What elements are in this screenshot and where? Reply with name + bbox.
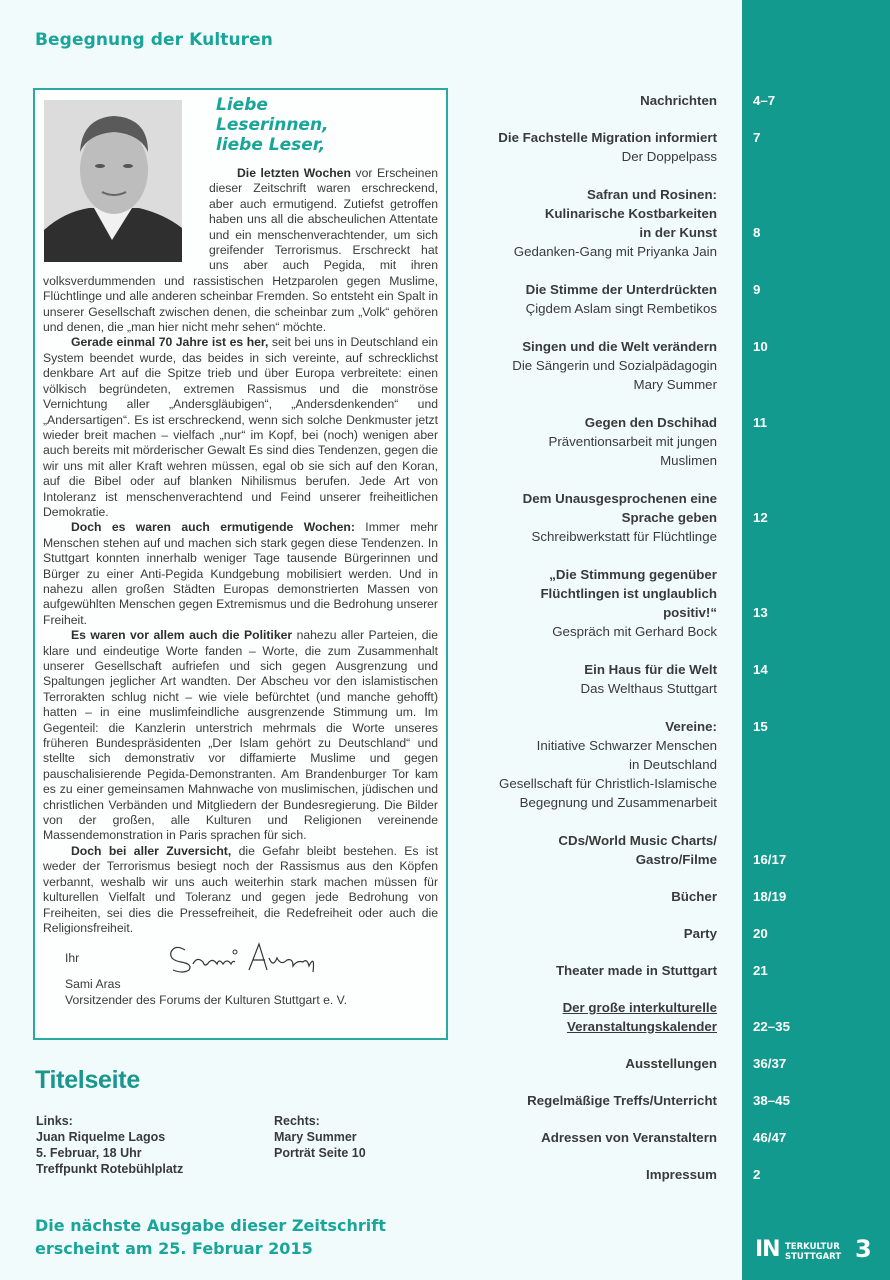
paragraph-text: Immer mehr Menschen stehen auf und machen sich stark gegen diese Tendenzen. In Stuttgart konnten innerhalb weniger Tage tausende Bürgerinnen und Bürger zu einer Anti-Pegida Kundgebung mobilisiert werden. Und in nahezu allen großen Städten Europas demonstrierten Massen von aufgewühlten Menschen gegen Extremismus und die Bedrohung unserer Freiheit. [43,520,438,627]
toc-entry-text [455,998,717,1036]
cover-credit-line: Rechts: [274,1114,320,1128]
toc-page-cell [753,831,853,869]
toc-entry[interactable] [455,91,875,110]
toc-entry-title: Gegen den Dschihad [584,415,717,430]
toc-page-number: 15 [753,719,768,734]
letter-body [43,166,438,936]
toc-entry-title: CDs/World Music Charts/ [558,833,717,848]
toc-page-cell [753,924,853,943]
toc-entry-text [455,413,717,470]
toc-entry[interactable] [455,887,875,906]
signer-name: Sami Aras [65,977,121,992]
logo-prefix: IN [755,1237,780,1262]
toc-page-number: 7 [753,130,761,145]
toc-page-number: 46/47 [753,1130,787,1145]
toc-entry-subtitle: Gespräch mit Gerhard Bock [552,624,717,639]
toc-page-number: 9 [753,282,761,297]
toc-page-cell [753,337,853,394]
interkultur-logo [755,1237,880,1267]
cover-heading: Titelseite [35,1066,140,1094]
toc-entry-title: Party [683,926,717,941]
toc-page-number: 21 [753,963,768,978]
toc-page-cell [753,489,853,546]
toc-page-cell [753,887,853,906]
toc-entry[interactable] [455,337,875,394]
paragraph-text: vor Erscheinen dieser Zeitschrift waren erschreckend, aber auch ermutigend. Zutiefst getroffen haben uns all die abscheulichen Attentate und ein menschenverachtender, um sich greifender Terrorismus. Erschreckt hat uns aber auch Pegida, mit ihren volksverdummenden und rassistischen Hetzparolen gegen Muslime, Flüchtlinge und alle anderen scheinbar Fremden. So entsteht ein Spalt in unserer Gesellschaft zwischen denen, die scheinbar zum „Volk“ gehören und denen, die „man hier nicht mehr sehen“ möchte. [43,166,438,335]
toc-entry-title: Dem Unausgesprochenen eine [522,491,717,506]
toc-entry-title: positiv!“ [663,605,717,620]
toc-entry-title: Theater made in Stuttgart [555,963,717,978]
letter-paragraph [43,844,438,936]
author-photo [44,100,182,262]
table-of-contents [455,91,875,1202]
toc-entry-text [455,128,717,166]
greeting-line: Leserinnen, [216,115,329,135]
toc-entry-title: Sprache geben [621,510,717,525]
paragraph-text: nahezu aller Parteien, die klare und eindeutige Worte fanden – Worte, die zum Zusammenhalt unserer Gesellschaft aufriefen und sich gegen Ausgrenzung und Spaltungen jeglicher Art wandten. Der Abscheu vor den islamistischen Terrorakten schlug nicht – wie viele befürchtet (und manche gehofft) hatten – in eine muslimfeindliche ausgrenzende Stimmung um. Im Gegenteil: die Kanzlerin unterstrich mehrmals die Worte unseres früheren Bundespräsidenten „Der Islam gehört zu Deutschland“ und stellte sich demonstrativ vor diffamierte Muslime und gegen pauschalisierende Pegida-Demonstranten. Am Brandenburger Tor kam es zu einer gemeinsamen Mahnwache von muslimischen, jüdischen und christlichen Verbänden und Mitgliedern der Bundesregierung. Die Bilder von der großen, alle Kulturen und Religionen vereinende Massendemonstration in Paris sprachen für sich. [43,628,438,843]
toc-page-cell [753,185,853,261]
toc-page-cell [753,1165,853,1184]
toc-entry-title: Safran und Rosinen: [586,187,717,202]
toc-entry[interactable] [455,1128,875,1147]
toc-entry-subtitle: Gedanken-Gang mit Priyanka Jain [513,244,717,259]
toc-entry[interactable] [455,280,875,318]
toc-page-number: 22–35 [753,1019,790,1034]
page-number: 3 [855,1235,872,1263]
toc-page-cell [753,280,853,318]
toc-entry-title: in der Kunst [639,225,717,240]
toc-entry-title: Gastro/Filme [635,852,717,867]
toc-entry-text [455,1091,717,1110]
toc-page-cell [753,1128,853,1147]
toc-entry[interactable] [455,185,875,261]
toc-entry-text [455,337,717,394]
toc-entry[interactable] [455,831,875,869]
cover-left-credits [36,1113,183,1177]
toc-entry[interactable] [455,128,875,166]
letter-paragraph [43,335,438,520]
toc-page-cell [753,91,853,110]
toc-entry-text [455,717,717,812]
next-issue-line: Die nächste Ausgabe dieser Zeitschrift [35,1216,386,1235]
toc-page-number: 18/19 [753,889,787,904]
letter-header [35,90,446,166]
toc-page-number: 16/17 [753,852,787,867]
toc-entry-text [455,489,717,546]
toc-entry[interactable] [455,489,875,546]
cover-credit-line: Links: [36,1114,73,1128]
logo-line: STUTTGART [785,1252,842,1262]
toc-entry-subtitle: Mary Summer [633,377,717,392]
toc-page-cell [753,413,853,470]
toc-entry[interactable] [455,1054,875,1073]
toc-page-number: 11 [753,415,768,430]
toc-entry[interactable] [455,660,875,698]
toc-page-number: 20 [753,926,768,941]
toc-entry-title: „Die Stimmung gegenüber [549,567,717,582]
toc-entry-title: Ausstellungen [625,1056,717,1071]
toc-entry-text [455,1165,717,1184]
toc-entry-title: Die Stimme der Unterdrückten [525,282,717,297]
toc-entry-title: Regelmäßige Treffs/Unterricht [527,1093,717,1108]
toc-page-number: 10 [753,339,768,354]
toc-page-number: 36/37 [753,1056,787,1071]
toc-entry[interactable] [455,1165,875,1184]
paragraph-lead: Doch bei aller Zuversicht, [71,843,232,858]
toc-entry-subtitle: Das Welthaus Stuttgart [580,681,717,696]
toc-entry-title: Singen und die Welt verändern [522,339,717,354]
editorial-letter-box [33,88,448,1040]
toc-page-cell [753,961,853,980]
toc-entry-text [455,280,717,318]
toc-entry-text [455,924,717,943]
toc-page-number: 13 [753,605,768,620]
toc-entry[interactable] [455,565,875,641]
toc-page-cell [753,1091,853,1110]
toc-entry-text [455,1128,717,1147]
cover-credit-line: Mary Summer [274,1130,357,1144]
section-label: Begegnung der Kulturen [35,30,274,50]
toc-page-cell [753,565,853,641]
paragraph-text: die Gefahr bleibt bestehen. Es ist weder der Terrorismus besiegt noch der Rassismus aus den Köpfen verbannt, weshalb wir uns auch weiterhin stark machen müssen für kulturellen Vielfalt und Toleranz und gegen jede Bedrohung von Freiheiten, sei dies die Pressefreiheit, die Redefreiheit oder auch die Religionsfreiheit. [43,843,439,935]
paragraph-text: seit bei uns in Deutschland ein System beendet wurde, das beides in sich vereinte, auf schrecklichst denkbare Art auf die Spitze trieb und über Europa verbreitete: einen völkisch begründeten, extremen Rassismus und die monströse Vernichtung aller „Andersgläubigen“, „Andersdenkenden“ und „Andersartigen“. Es ist erschreckend, wenn sich solche Denkmuster jetzt wieder breit machen – vielfach „nur“ im Kopf, bei (noch) wenigen aber auch bereits mit mörderischer Gewalt Es sind dies Tendenzen, gegen die wir uns mit aller Kraft wehren müssen, egal ob sie sich auf den Koran, auf die Bibel oder auf blanken Nihilismus berufen. Jede Art von Intoleranz ist menschenverachtend und Feind unserer freiheitlichen Demokratie. [43,335,439,519]
toc-entry[interactable] [455,413,875,470]
toc-entry-subtitle: Schreibwerkstatt für Flüchtlinge [531,529,717,544]
toc-page-number: 14 [753,662,768,677]
toc-entry[interactable] [455,1091,875,1110]
letter-closing: Ihr [65,951,80,966]
toc-entry-text [455,565,717,641]
toc-entry-title: Flüchtlingen ist unglaublich [540,586,717,601]
toc-page-cell [753,998,853,1036]
cover-right-credits [274,1113,366,1161]
next-issue-notice [35,1214,386,1260]
cover-credit-line: Porträt Seite 10 [274,1146,366,1160]
toc-page-cell [753,660,853,698]
toc-entry-title: Die Fachstelle Migration informiert [498,130,717,145]
toc-entry-text [455,961,717,980]
letter-greeting [216,95,329,155]
toc-entry-title: Bücher [671,889,717,904]
toc-page-cell [753,1054,853,1073]
toc-entry-text [455,1054,717,1073]
toc-page-number: 8 [753,225,761,240]
signer-role: Vorsitzender des Forums der Kulturen Stuttgart e. V. [65,993,348,1008]
toc-entry-subtitle: Gesellschaft für Christlich-Islamische [499,776,717,791]
letter-signoff [35,940,446,1008]
toc-page-number: 12 [753,510,768,525]
letter-paragraph [43,628,438,844]
toc-entry-text [455,185,717,261]
toc-entry[interactable] [455,924,875,943]
greeting-line: Liebe [216,95,268,115]
toc-entry-title: Der große interkulturelle [562,1000,717,1015]
toc-entry-text [455,831,717,869]
toc-page-number: 38–45 [753,1093,790,1108]
toc-page-number: 2 [753,1167,761,1182]
paragraph-lead: Die letzten Wochen [237,166,351,180]
toc-entry-subtitle: Muslimen [660,453,717,468]
paragraph-lead: Es waren vor allem auch die Politiker [71,628,293,643]
cover-credit-line: Treffpunkt Rotebühlplatz [36,1162,184,1176]
signature-row [65,940,446,976]
toc-entry-title: Adressen von Veranstaltern [541,1130,717,1145]
paragraph-lead: Gerade einmal 70 Jahre ist es her, [71,335,269,350]
toc-entry-title: Veranstaltungskalender [566,1019,717,1034]
toc-entry-title: Ein Haus für die Welt [584,662,717,677]
toc-entry-title: Kulinarische Kostbarkeiten [544,206,717,221]
toc-entry-title: Impressum [646,1167,717,1182]
toc-entry-subtitle: Präventionsarbeit mit jungen [548,434,717,449]
toc-entry-title: Vereine: [665,719,717,734]
paragraph-lead: Doch es waren auch ermutigende Wochen: [71,520,355,535]
toc-entry-subtitle: in Deutschland [629,757,717,772]
toc-entry-subtitle: Initiative Schwarzer Menschen [536,738,717,753]
logo-wordmark [785,1242,841,1262]
toc-entry-title: Nachrichten [640,93,717,108]
toc-entry[interactable] [455,998,875,1036]
toc-entry-subtitle: Çigdem Aslam singt Rembetikos [525,301,717,316]
toc-entry[interactable] [455,961,875,980]
toc-entry-text [455,91,717,110]
toc-entry-subtitle: Der Doppelpass [621,149,717,164]
toc-entry-text [455,887,717,906]
logo-line: TERKULTUR [785,1242,840,1252]
cover-credit-line: Juan Riquelme Lagos [36,1130,166,1144]
cover-credit-line: 5. Februar, 18 Uhr [36,1146,142,1160]
letter-paragraph [43,520,438,628]
toc-entry-subtitle: Begegnung und Zusammenarbeit [519,795,717,810]
toc-page-cell [753,128,853,166]
toc-page-number: 4–7 [753,93,776,108]
next-issue-line: erscheint am 25. Februar 2015 [35,1239,313,1258]
signature-image [167,940,337,974]
greeting-line: liebe Leser, [216,135,326,155]
toc-entry-text [455,660,717,698]
toc-entry[interactable] [455,717,875,812]
toc-entry-subtitle: Die Sängerin und Sozialpädagogin [512,358,717,373]
toc-page-cell [753,717,853,812]
